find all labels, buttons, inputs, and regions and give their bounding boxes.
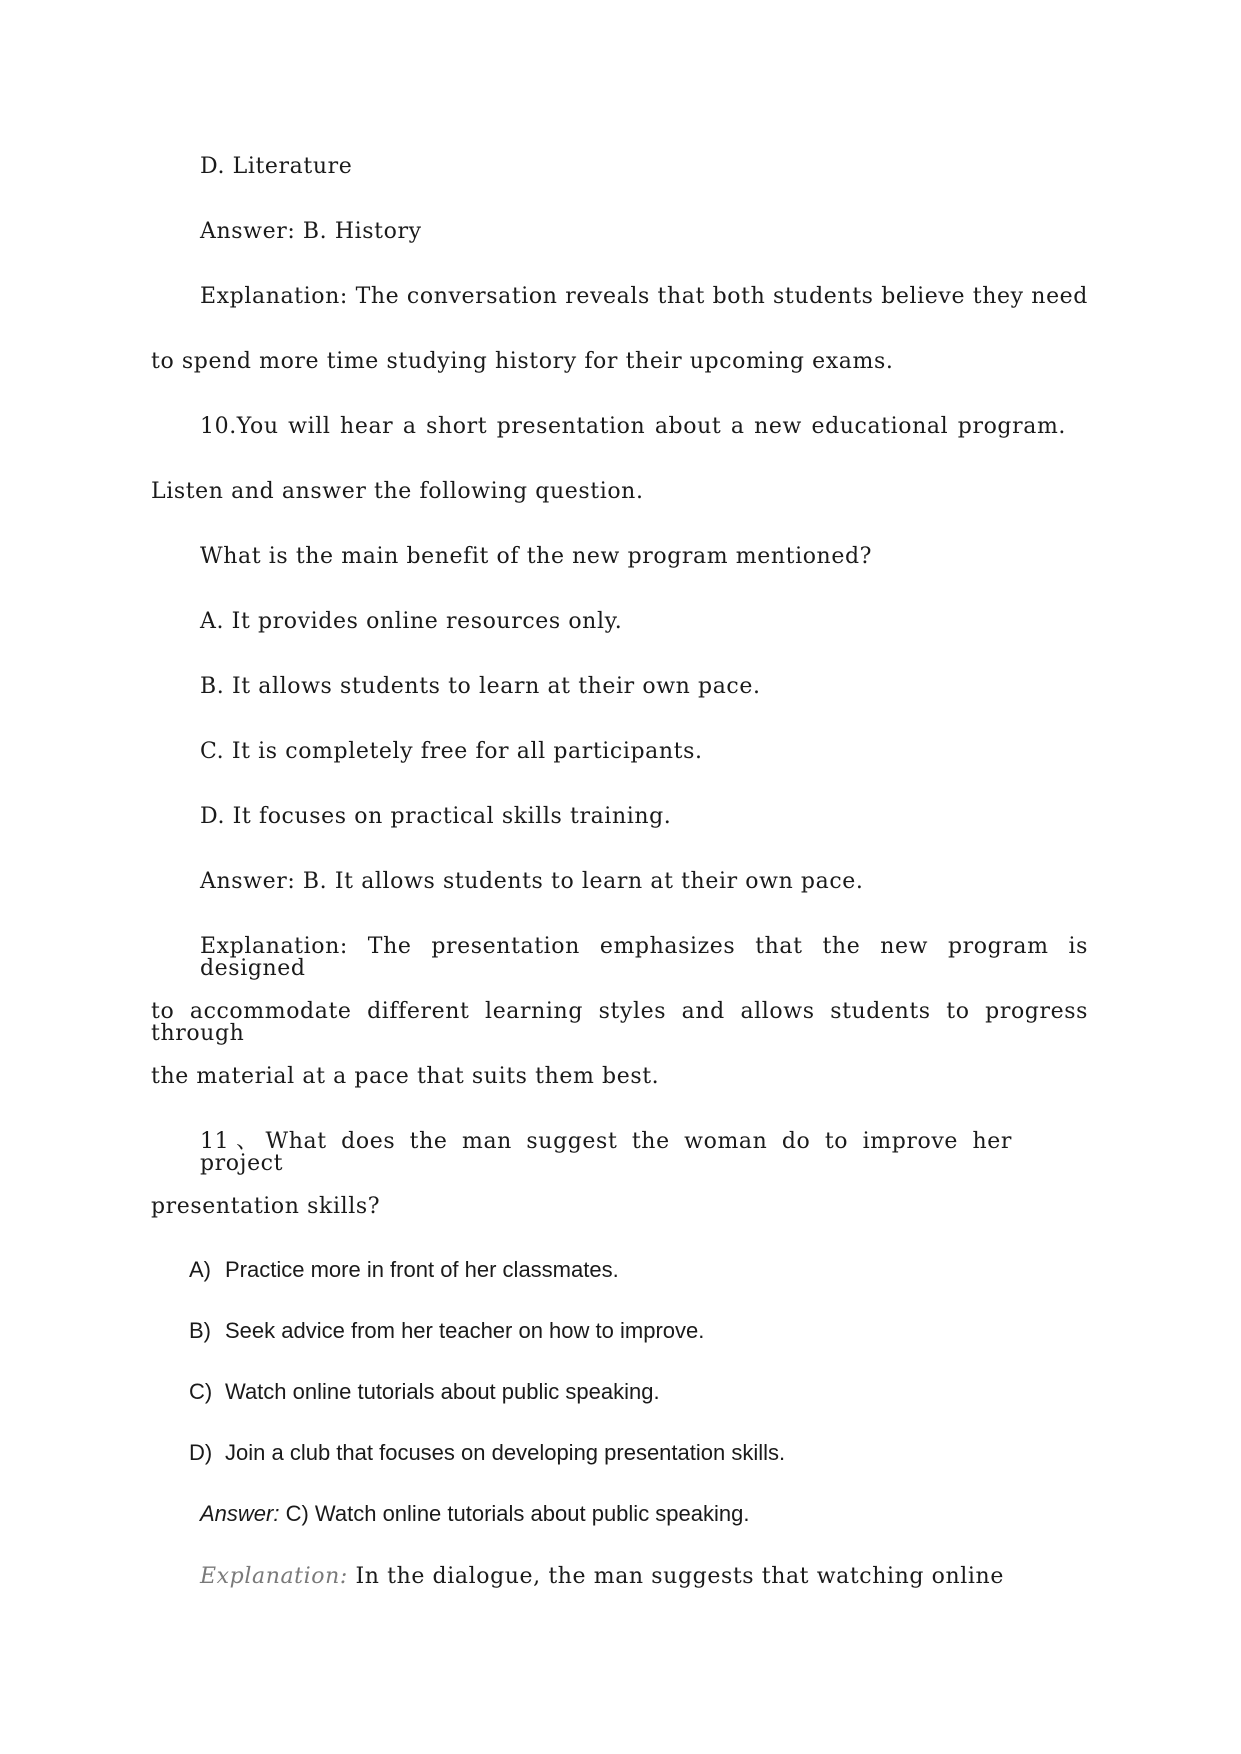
q11-answer-text: C) Watch online tutorials about public speaking. (279, 1501, 750, 1526)
q10-option-c: C. It is completely free for all participants. (200, 739, 703, 764)
q10-question: What is the main benefit of the new program mentioned? (200, 544, 873, 569)
q11-option-text: Join a club that focuses on developing presentation skills. (225, 1440, 786, 1465)
q9-explanation-line2: to spend more time studying history for their upcoming exams. (151, 349, 894, 374)
q10-explanation-line3: the material at a pace that suits them best. (151, 1064, 660, 1089)
q11-option-text: Seek advice from her teacher on how to improve. (225, 1318, 705, 1343)
q11-explanation-label: Explanation: (200, 1564, 348, 1589)
q10-intro-line1: 10.You will hear a short presentation about a new educational program. (200, 414, 1066, 439)
q11-answer (200, 1503, 749, 1525)
q11-question-line2: presentation skills? (151, 1194, 381, 1219)
q11-option-letter: A) (189, 1257, 211, 1282)
q11-explanation (200, 1566, 1004, 1588)
q11-explanation-text: In the dialogue, the man suggests that watching online (347, 1564, 1004, 1589)
q10-answer: Answer: B. It allows students to learn at their own pace. (200, 869, 864, 894)
q11-option-letter: C) (189, 1379, 213, 1404)
q10-explanation-line1: Explanation: The presentation emphasizes that the new program is designed (200, 934, 1088, 981)
q9-answer: Answer: B. History (200, 219, 422, 244)
q11-option-text: Watch online tutorials about public speaking. (225, 1379, 660, 1404)
q11-question-line1: 11、What does the man suggest the woman do to improve her project (200, 1129, 1012, 1176)
q10-option-a: A. It provides online resources only. (200, 609, 623, 634)
q11-answer-label: Answer: (200, 1501, 280, 1526)
q10-explanation-line2: to accommodate different learning styles and allows students to progress through (151, 999, 1088, 1046)
q9-explanation-line1: Explanation: The conversation reveals that both students believe they need (200, 284, 1088, 309)
q9-option-d: D. Literature (200, 154, 353, 179)
q11-option-letter: D) (189, 1440, 213, 1465)
q10-intro-line2: Listen and answer the following question. (151, 479, 644, 504)
q10-option-d: D. It focuses on practical skills training. (200, 804, 672, 829)
q11-option-text: Practice more in front of her classmates. (225, 1257, 619, 1282)
q11-option-letter: B) (189, 1318, 211, 1343)
q10-option-b: B. It allows students to learn at their own pace. (200, 674, 761, 699)
